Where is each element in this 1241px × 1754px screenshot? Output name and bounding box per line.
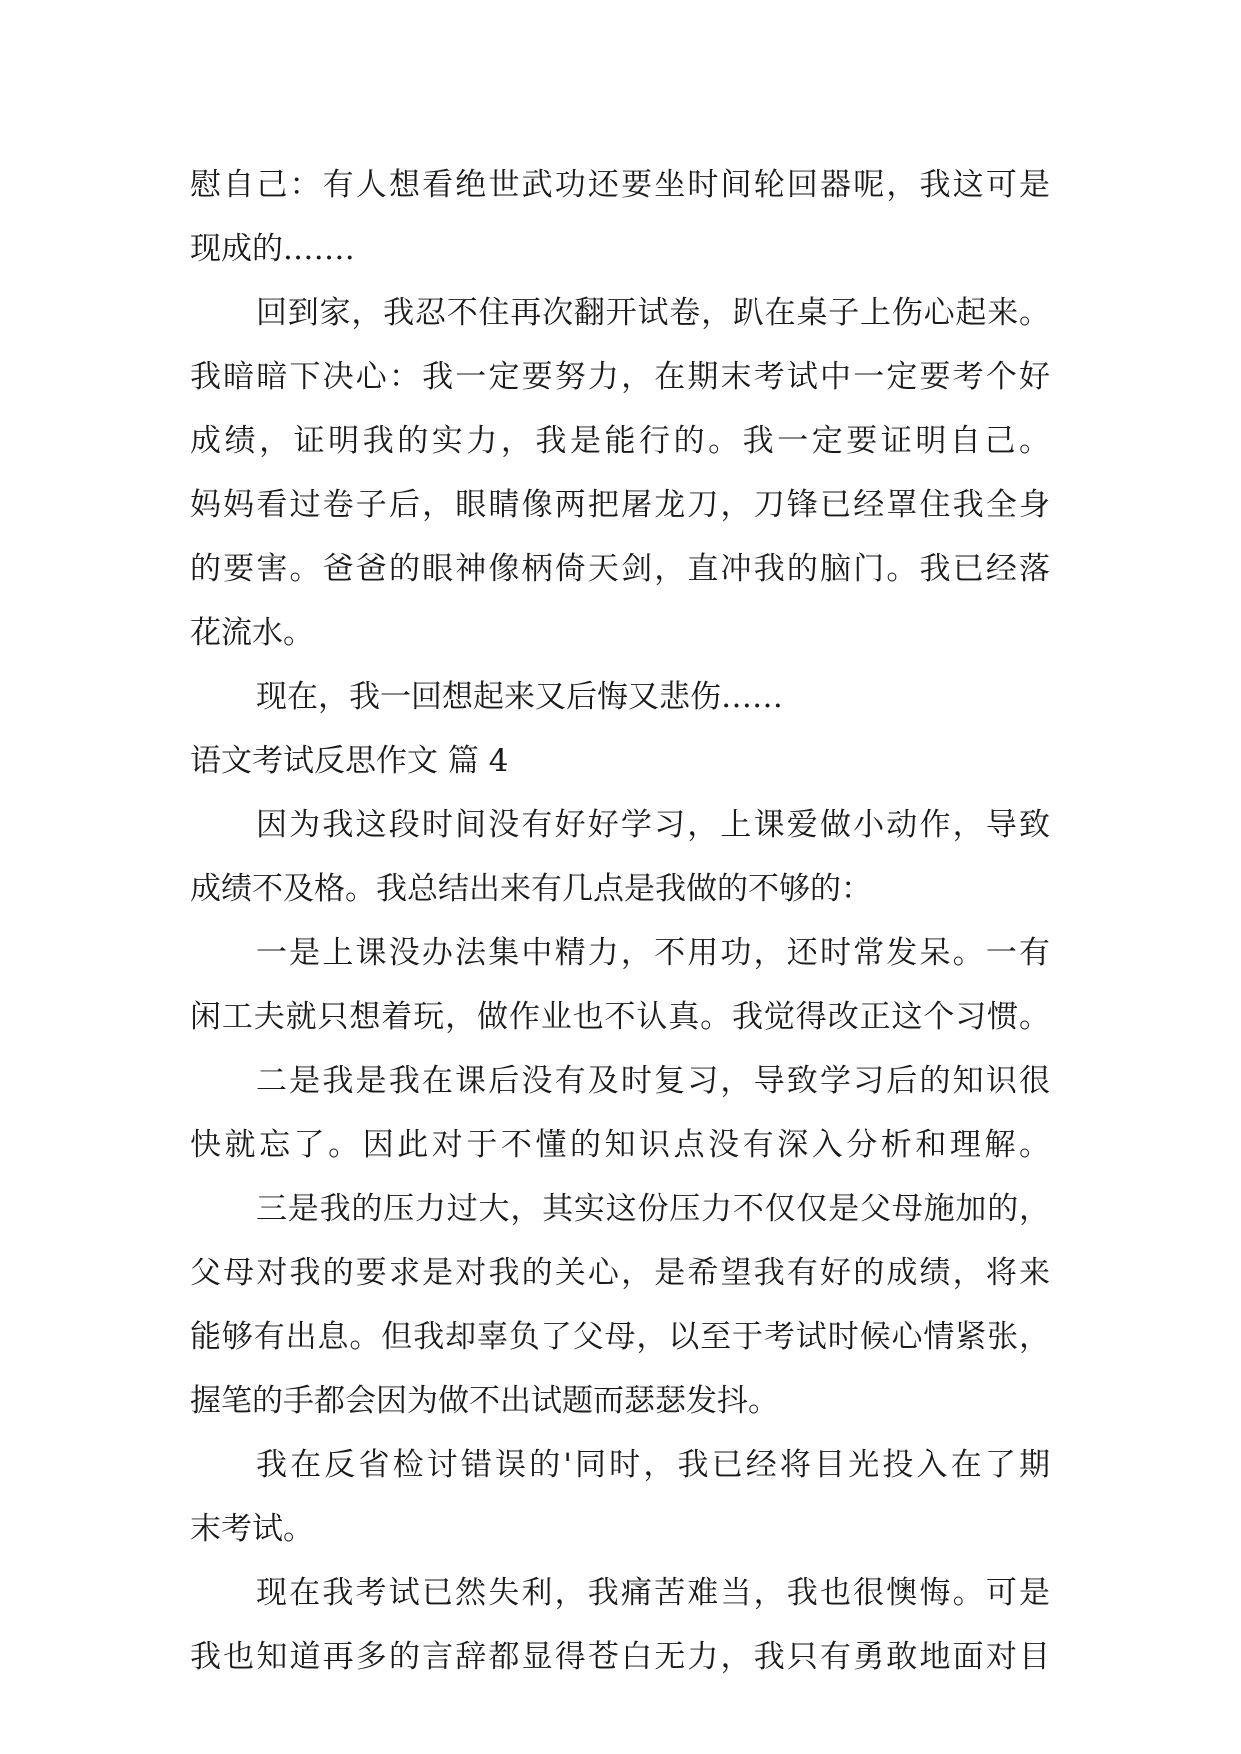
text-line: 成绩，证明我的实力，我是能行的。我一定要证明自己。	[190, 423, 1050, 459]
text-line: 末考试。	[190, 1511, 314, 1547]
paragraph-first-line: 回到家，我忍不住再次翻开试卷，趴在桌子上伤心起来。	[256, 295, 1050, 331]
text-line: 慰自己：有人想看绝世武功还要坐时间轮回器呢，我这可是	[190, 167, 1050, 203]
section-heading: 语文考试反思作文 篇 4	[190, 743, 509, 779]
paragraph-first-line: 三是我的压力过大，其实这份压力不仅仅是父母施加的，	[256, 1191, 1050, 1227]
text-line: 妈妈看过卷子后，眼睛像两把屠龙刀，刀锋已经罩住我全身	[190, 487, 1050, 523]
text-line: 现成的.……	[190, 231, 355, 267]
paragraph-first-line: 二是我是我在课后没有及时复习，导致学习后的知识很	[256, 1063, 1050, 1099]
text-line: 的要害。爸爸的眼神像柄倚天剑，直冲我的脑门。我已经落	[190, 551, 1050, 587]
text-line: 快就忘了。因此对于不懂的知识点没有深入分析和理解。	[190, 1127, 1050, 1163]
text-line: 父母对我的要求是对我的关心，是希望我有好的成绩，将来	[190, 1255, 1050, 1291]
paragraph-first-line: 现在我考试已然失利，我痛苦难当，我也很懊悔。可是	[256, 1575, 1050, 1611]
text-line: 花流水。	[190, 615, 314, 651]
text-line: 握笔的手都会因为做不出试题而瑟瑟发抖。	[190, 1383, 779, 1419]
text-line: 闲工夫就只想着玩，做作业也不认真。我觉得改正这个习惯。	[190, 999, 1050, 1035]
paragraph-first-line: 我在反省检讨错误的'同时，我已经将目光投入在了期	[256, 1447, 1050, 1483]
text-line: 能够有出息。但我却辜负了父母，以至于考试时候心情紧张，	[190, 1319, 1050, 1355]
text-line: 成绩不及格。我总结出来有几点是我做的不够的：	[190, 871, 872, 907]
paragraph-first-line: 现在，我一回想起来又后悔又悲伤……	[256, 679, 783, 715]
text-line: 我也知道再多的言辞都显得苍白无力，我只有勇敢地面对目	[190, 1639, 1050, 1675]
paragraph-first-line: 因为我这段时间没有好好学习，上课爱做小动作，导致	[256, 807, 1050, 843]
paragraph-first-line: 一是上课没办法集中精力，不用功，还时常发呆。一有	[256, 935, 1050, 971]
text-line: 我暗暗下决心：我一定要努力，在期末考试中一定要考个好	[190, 359, 1050, 395]
